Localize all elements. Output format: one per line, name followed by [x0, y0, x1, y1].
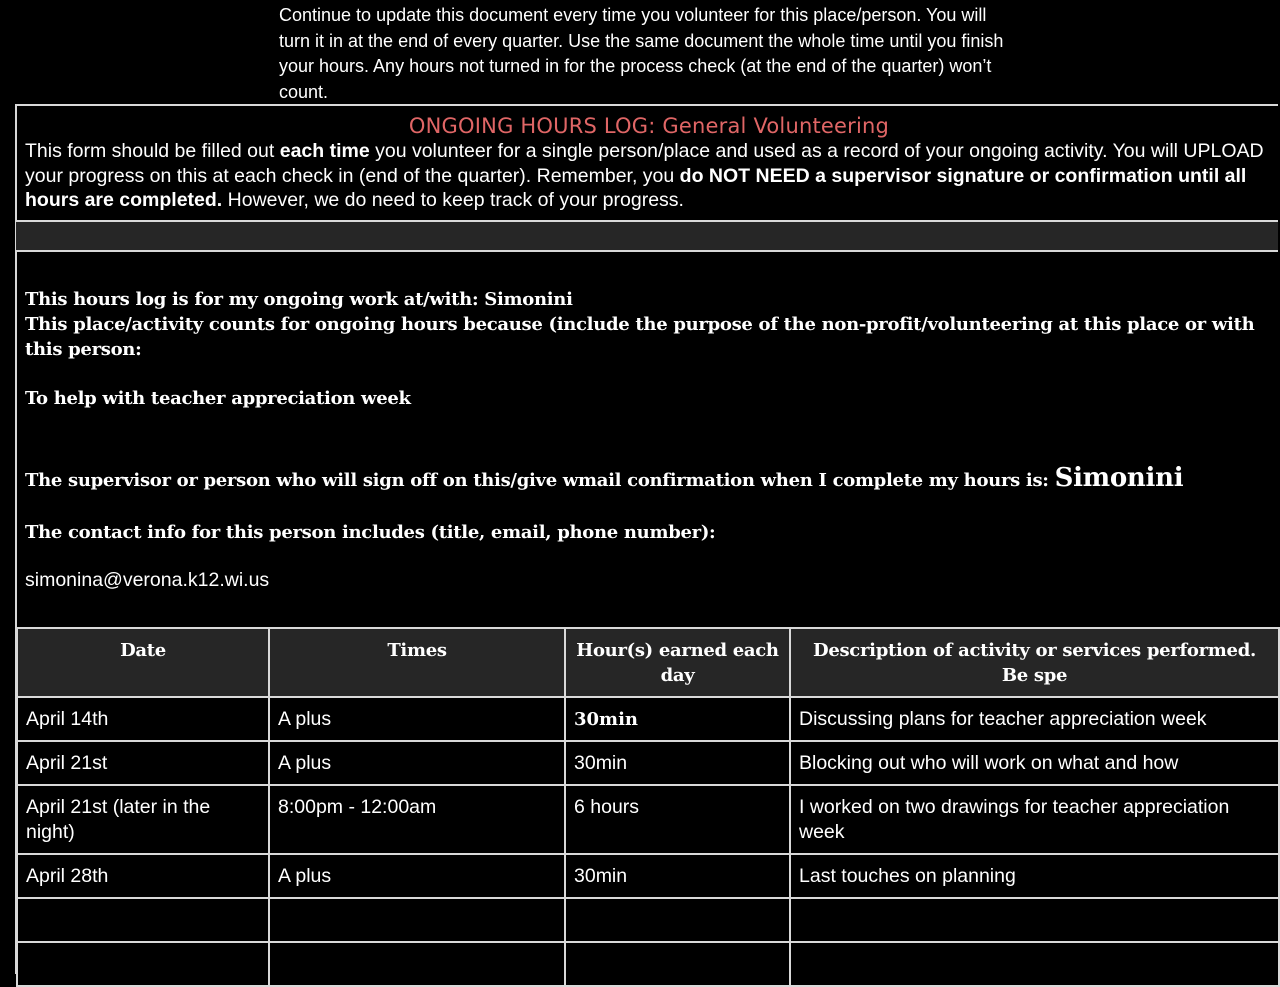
cell-description-empty[interactable]	[790, 898, 1279, 942]
cell-date[interactable]: April 28th	[17, 854, 269, 898]
header-date: Date	[17, 628, 269, 697]
form-title: ONGOING HOURS LOG: General Volunteering	[408, 114, 890, 138]
cell-hours[interactable]: 30min	[565, 741, 790, 785]
cell-date-empty[interactable]	[17, 898, 269, 942]
cell-hours-empty[interactable]	[565, 942, 790, 986]
cell-date[interactable]: April 21st (later in the night)	[17, 785, 269, 854]
header-hours: Hour(s) earned each day	[565, 628, 790, 697]
desc-bold-2: do NOT NEED a supervisor signature or confirmation until all hours are completed.	[25, 164, 1247, 211]
table-row-empty	[17, 898, 1279, 942]
table-row	[17, 854, 1279, 898]
cell-hours[interactable]: 30min	[565, 697, 790, 741]
cell-times[interactable]: A plus	[269, 741, 565, 785]
cell-times[interactable]: 8:00pm - 12:00am	[269, 785, 565, 854]
log-for-line: This hours log is for my ongoing work at/with: Simonini	[25, 289, 573, 310]
header-description: Description of activity or services performed. Be spe	[790, 628, 1279, 697]
table-row-empty	[17, 942, 1279, 986]
contact-label: The contact info for this person includes (title, email, phone number):	[25, 522, 716, 543]
form-description	[25, 139, 1277, 213]
desc-text-2: you volunteer for a single person/place and used as a record of your ongoing activity. You will UPLOAD your progress on this at each check in (end of the quarter). Remember, you	[25, 140, 1264, 187]
desc-bold-1: each time	[279, 140, 370, 162]
supervisor-name: Simonini	[1054, 463, 1184, 493]
contact-email: simonina@verona.k12.wi.us	[25, 569, 270, 591]
reason-label: This place/activity counts for ongoing hours because (include the purpose of the non-profit/volunteering at this place or with this person:	[25, 314, 1255, 360]
cell-description[interactable]: Last touches on planning	[790, 854, 1279, 898]
table-row	[17, 697, 1279, 741]
table-row	[17, 741, 1279, 785]
intro-instructions: Continue to update this document every time you volunteer for this place/person. You will turn it in at the end of every quarter. Use the same document the whole time until you finish your hours. Any hours not turned in for the process check (at the end of the quarter) won’t count.	[279, 5, 1004, 102]
cell-date[interactable]: April 21st	[17, 741, 269, 785]
cell-hours-empty[interactable]	[565, 898, 790, 942]
cell-times-empty[interactable]	[269, 942, 565, 986]
cell-date[interactable]: April 14th	[17, 697, 269, 741]
desc-text-3: However, we do need to keep track of your progress.	[222, 189, 684, 211]
table-header-row	[17, 628, 1279, 697]
cell-description-empty[interactable]	[790, 942, 1279, 986]
table-row	[17, 785, 1279, 854]
header-times: Times	[269, 628, 565, 697]
desc-text-1: This form should be filled out	[25, 140, 280, 162]
section-divider	[16, 220, 1278, 252]
cell-hours[interactable]: 6 hours	[565, 785, 790, 854]
hours-log-table	[16, 627, 1280, 987]
cell-description[interactable]: Blocking out who will work on what and how	[790, 741, 1279, 785]
supervisor-label: The supervisor or person who will sign off on this/give wmail confirmation when I complete my hours is:	[25, 470, 1055, 491]
cell-times-empty[interactable]	[269, 898, 565, 942]
cell-date-empty[interactable]	[17, 942, 269, 986]
cell-times[interactable]: A plus	[269, 854, 565, 898]
reason-value: To help with teacher appreciation week	[25, 388, 411, 409]
cell-hours[interactable]: 30min	[565, 854, 790, 898]
cell-description[interactable]: Discussing plans for teacher appreciation week	[790, 697, 1279, 741]
supervisor-line	[25, 463, 1265, 493]
cell-description[interactable]: I worked on two drawings for teacher appreciation week	[790, 785, 1279, 854]
cell-times[interactable]: A plus	[269, 697, 565, 741]
